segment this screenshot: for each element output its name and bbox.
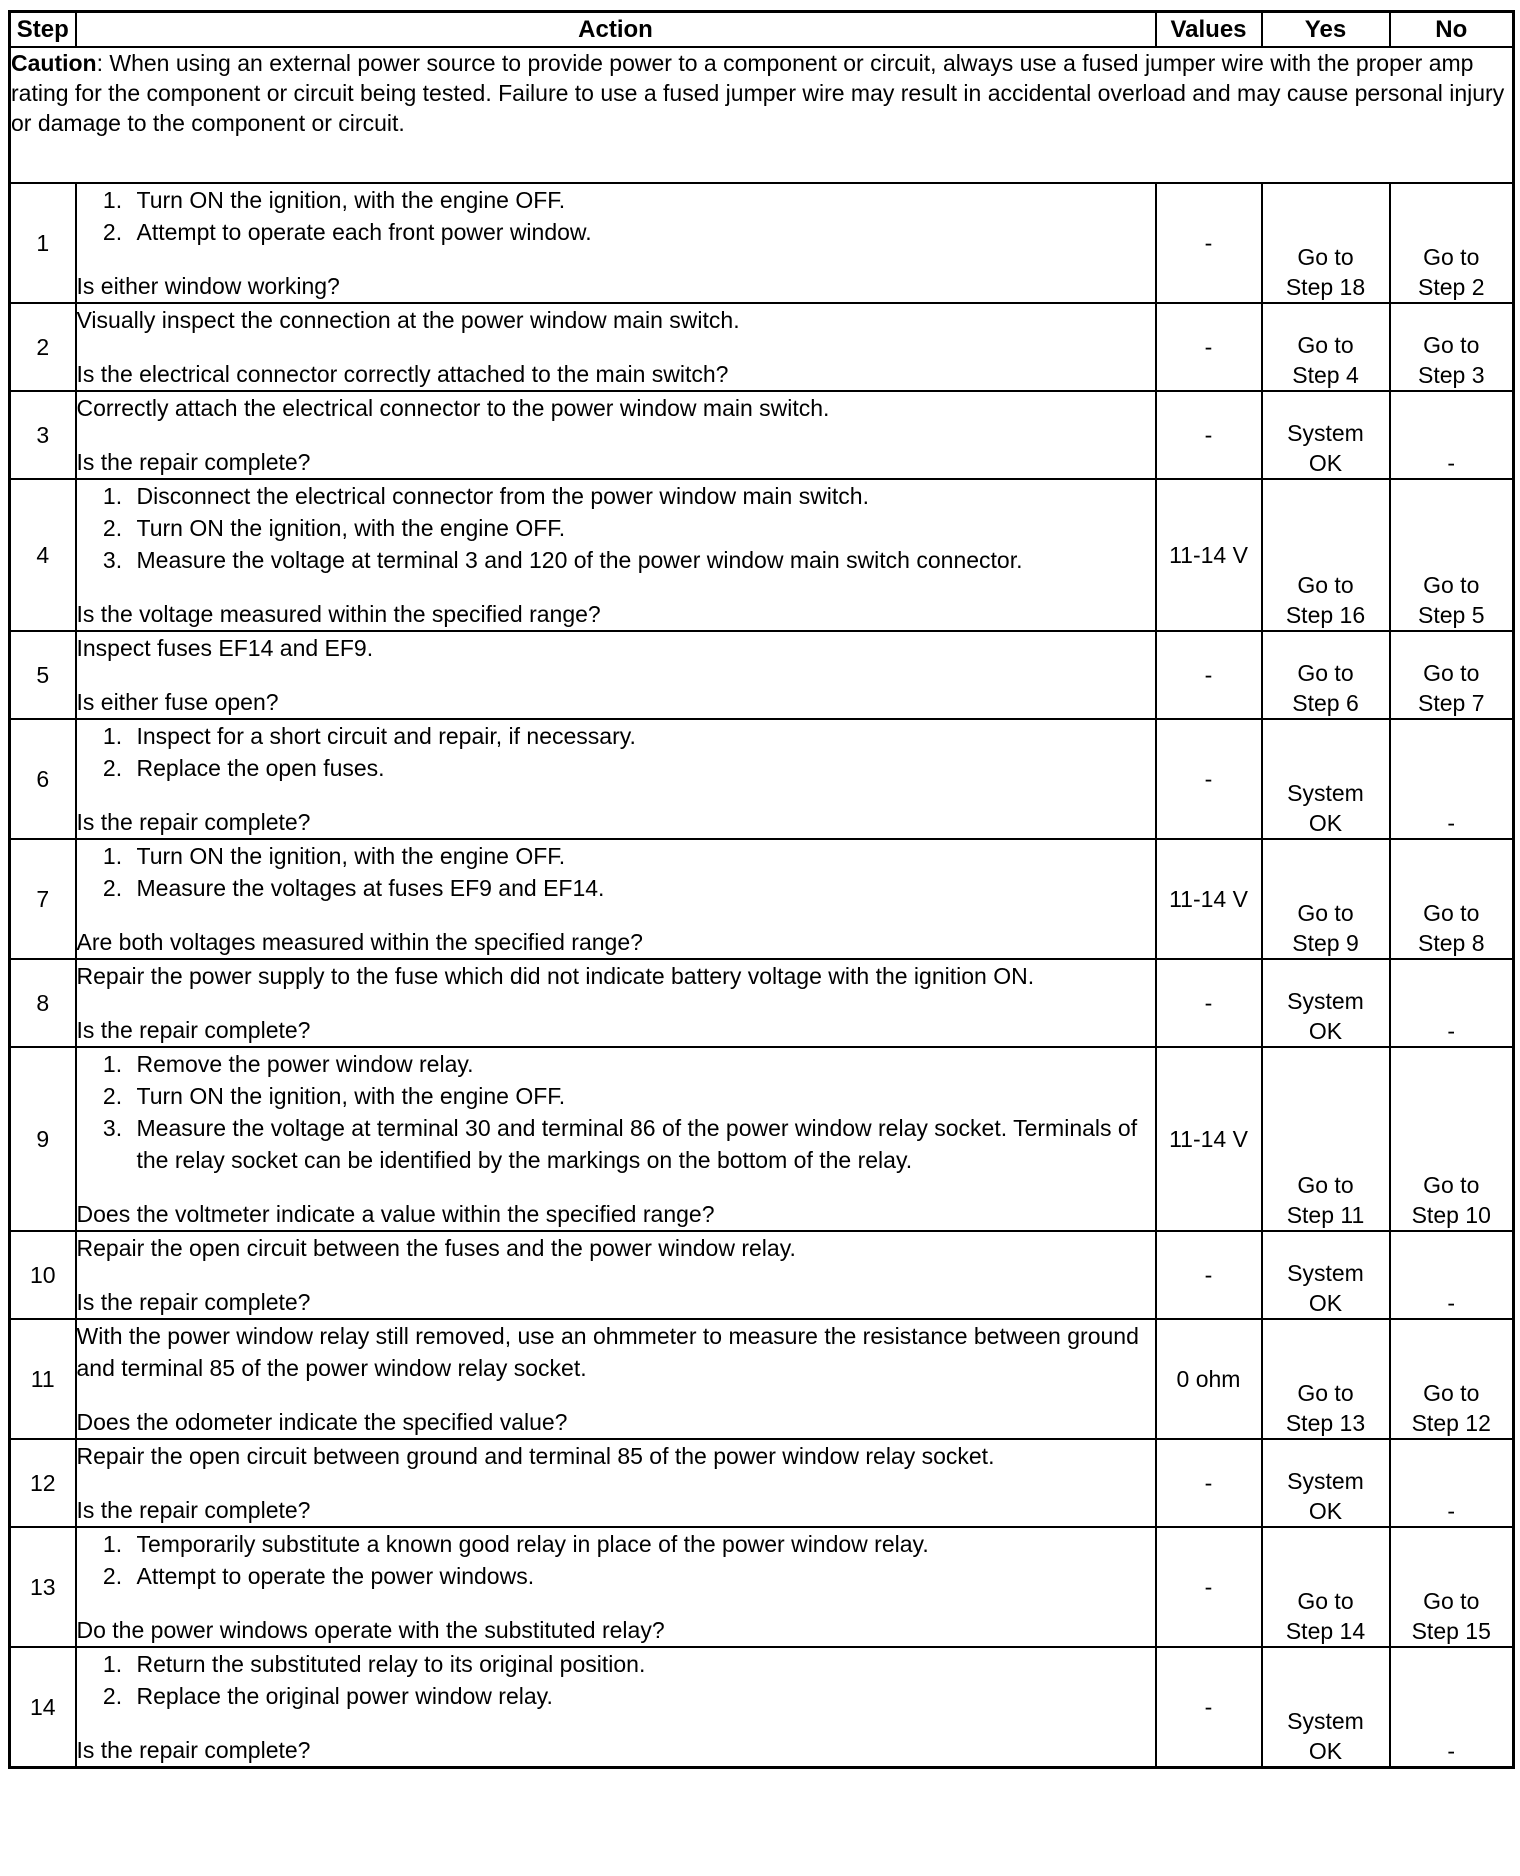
action-question: Does the odometer indicate the specified value? — [76, 1409, 568, 1435]
no-answer-line — [1391, 1466, 1513, 1496]
yes-answer-line: OK — [1308, 1018, 1343, 1044]
yes-answer-line: Go to — [1297, 332, 1354, 358]
no-cell — [1390, 1047, 1514, 1231]
action-step-item: 3. Measure the voltage at terminal 3 and 120 of the power window main switch connector. — [129, 544, 1155, 576]
no-answer-line: Go to — [1423, 900, 1480, 926]
action-step-item: 1. Temporarily substitute a known good relay in place of the power window relay. — [129, 1528, 1155, 1560]
action-step-item: 2. Replace the open fuses. — [129, 752, 1155, 784]
spec-value: - — [1156, 1231, 1262, 1319]
action-instruction: Correctly attach the electrical connector to the power window main switch. — [76, 395, 830, 421]
step-number: 12 — [10, 1439, 76, 1527]
step-number: 8 — [10, 959, 76, 1047]
yes-answer-line: OK — [1308, 1498, 1343, 1524]
spacer — [77, 336, 1155, 358]
caution-row — [10, 47, 1514, 183]
yes-cell — [1262, 183, 1390, 303]
spec-value: - — [1156, 1647, 1262, 1768]
no-cell — [1390, 719, 1514, 839]
yes-answer-line: System — [1287, 420, 1364, 446]
action-steps-list — [77, 480, 1155, 576]
step-number: 9 — [10, 1047, 76, 1231]
spacer — [77, 992, 1155, 1014]
table-row — [10, 303, 1514, 391]
yes-answer-line: Go to — [1297, 1172, 1354, 1198]
no-cell — [1390, 959, 1514, 1047]
no-cell — [1390, 1319, 1514, 1439]
spec-value: - — [1156, 959, 1262, 1047]
spacer — [77, 1712, 1155, 1734]
no-answer-line: Step 7 — [1418, 690, 1485, 716]
step-number: 14 — [10, 1647, 76, 1768]
yes-answer-line: System — [1287, 1260, 1364, 1286]
action-question: Does the voltmeter indicate a value within the specified range? — [76, 1201, 715, 1227]
table-row — [10, 1319, 1514, 1439]
action-question: Is the repair complete? — [76, 449, 311, 475]
table-row — [10, 1527, 1514, 1647]
action-step-item: 2. Attempt to operate the power windows. — [129, 1560, 1155, 1592]
action-question: Do the power windows operate with the substituted relay? — [76, 1617, 665, 1643]
action-cell — [76, 1319, 1156, 1439]
yes-answer-line: Step 14 — [1285, 1618, 1366, 1644]
caution-label: Caution — [11, 50, 97, 76]
no-answer-line: - — [1447, 1290, 1456, 1316]
yes-answer-line: Go to — [1297, 1588, 1354, 1614]
header-action: Action — [76, 12, 1156, 48]
spec-value: 0 ohm — [1156, 1319, 1262, 1439]
spec-value: - — [1156, 183, 1262, 303]
action-question: Is the repair complete? — [76, 809, 311, 835]
action-steps-list — [77, 184, 1155, 248]
action-instruction: Repair the power supply to the fuse which did not indicate battery voltage with the ignition ON. — [76, 963, 1035, 989]
action-step-item: 1. Return the substituted relay to its original position. — [129, 1648, 1155, 1680]
no-answer-line — [1391, 1706, 1513, 1736]
spec-value: - — [1156, 391, 1262, 479]
spacer — [77, 1176, 1155, 1198]
no-answer-line: - — [1447, 1738, 1456, 1764]
action-cell — [76, 1527, 1156, 1647]
table-body — [10, 47, 1514, 1768]
no-cell — [1390, 1527, 1514, 1647]
spacer — [77, 1592, 1155, 1614]
yes-answer-line: System — [1287, 988, 1364, 1014]
action-step-item: 1. Turn ON the ignition, with the engine OFF. — [129, 184, 1155, 216]
header-no: No — [1390, 12, 1514, 48]
spec-value: 11-14 V — [1156, 1047, 1262, 1231]
action-question: Are both voltages measured within the specified range? — [76, 929, 643, 955]
header-values: Values — [1156, 12, 1262, 48]
yes-cell — [1262, 959, 1390, 1047]
spacer — [77, 1472, 1155, 1494]
action-question: Is the electrical connector correctly attached to the main switch? — [76, 361, 729, 387]
action-steps-list — [77, 1648, 1155, 1712]
yes-answer-line: OK — [1308, 1738, 1343, 1764]
table-row — [10, 391, 1514, 479]
yes-cell — [1262, 719, 1390, 839]
spacer — [77, 904, 1155, 926]
action-step-item: 2. Turn ON the ignition, with the engine OFF. — [129, 1080, 1155, 1112]
no-answer-line — [1391, 418, 1513, 448]
no-cell — [1390, 631, 1514, 719]
action-cell — [76, 631, 1156, 719]
spec-value: - — [1156, 719, 1262, 839]
step-number: 6 — [10, 719, 76, 839]
table-row — [10, 719, 1514, 839]
yes-answer-line: Go to — [1297, 572, 1354, 598]
action-question: Is the repair complete? — [76, 1289, 311, 1315]
yes-answer-line: Go to — [1297, 1380, 1354, 1406]
spacer — [77, 424, 1155, 446]
no-cell — [1390, 391, 1514, 479]
yes-cell — [1262, 479, 1390, 631]
diagnostic-table-wrapper — [8, 10, 1515, 1769]
no-cell — [1390, 1439, 1514, 1527]
diagnostic-table — [8, 10, 1515, 1769]
table-row — [10, 631, 1514, 719]
action-instruction: Inspect fuses EF14 and EF9. — [76, 635, 374, 661]
caution-cell — [10, 47, 1514, 183]
action-steps-list — [77, 720, 1155, 784]
no-cell — [1390, 479, 1514, 631]
no-answer-line: - — [1447, 450, 1456, 476]
no-cell — [1390, 1231, 1514, 1319]
header-step: Step — [10, 12, 76, 48]
spec-value: - — [1156, 1527, 1262, 1647]
action-instruction: Repair the open circuit between ground and terminal 85 of the power window relay socket. — [76, 1443, 995, 1469]
yes-answer-line: Step 16 — [1285, 602, 1366, 628]
header-row — [10, 12, 1514, 48]
no-answer-line: Step 12 — [1411, 1410, 1491, 1436]
action-steps-list — [77, 1528, 1155, 1592]
no-answer-line: Go to — [1423, 660, 1480, 686]
yes-cell — [1262, 1647, 1390, 1768]
spacer — [77, 1384, 1155, 1406]
yes-answer-line: Go to — [1297, 900, 1354, 926]
no-answer-line: Go to — [1423, 1172, 1480, 1198]
no-answer-line: Go to — [1423, 572, 1480, 598]
action-cell — [76, 303, 1156, 391]
no-answer-line: Step 2 — [1418, 274, 1485, 300]
no-answer-line: Step 15 — [1411, 1618, 1491, 1644]
step-number: 13 — [10, 1527, 76, 1647]
table-row — [10, 959, 1514, 1047]
action-cell — [76, 839, 1156, 959]
yes-answer-line: Step 4 — [1292, 362, 1359, 388]
step-number: 3 — [10, 391, 76, 479]
action-cell — [76, 183, 1156, 303]
yes-answer-line: System — [1287, 1708, 1364, 1734]
yes-cell — [1262, 391, 1390, 479]
action-step-item: 2. Attempt to operate each front power window. — [129, 216, 1155, 248]
no-answer-line: - — [1447, 1498, 1456, 1524]
yes-cell — [1262, 1047, 1390, 1231]
table-row — [10, 479, 1514, 631]
yes-answer-line: OK — [1308, 450, 1343, 476]
table-row — [10, 1647, 1514, 1768]
action-step-item: 3. Measure the voltage at terminal 30 and terminal 86 of the power window relay socket. Terminals of the relay socket can be identified by the markings on the bottom of the relay. — [129, 1112, 1155, 1176]
yes-answer-line: Step 9 — [1292, 930, 1359, 956]
table-row — [10, 839, 1514, 959]
spec-value: - — [1156, 631, 1262, 719]
yes-cell — [1262, 631, 1390, 719]
spacer — [77, 784, 1155, 806]
no-answer-line: Step 3 — [1418, 362, 1485, 388]
step-number: 7 — [10, 839, 76, 959]
yes-cell — [1262, 303, 1390, 391]
step-number: 2 — [10, 303, 76, 391]
step-number: 11 — [10, 1319, 76, 1439]
caution-text: : When using an external power source to provide power to a component or circuit, always use a fused jumper wire with the proper amp rating for the component or circuit being tested. Failure to use a fused jumper wire may result in accidental overload and may cause personal injury or damage to the component or circuit. — [11, 50, 1505, 136]
spec-value: - — [1156, 1439, 1262, 1527]
action-instruction: With the power window relay still removed, use an ohmmeter to measure the resistance between ground and terminal 85 of the power window relay socket. — [76, 1323, 1139, 1381]
yes-cell — [1262, 1319, 1390, 1439]
action-step-item: 1. Disconnect the electrical connector from the power window main switch. — [129, 480, 1155, 512]
action-question: Is the repair complete? — [76, 1497, 311, 1523]
step-number: 1 — [10, 183, 76, 303]
yes-answer-line: Go to — [1297, 660, 1354, 686]
spacer — [77, 1264, 1155, 1286]
action-question: Is the repair complete? — [76, 1017, 311, 1043]
table-row — [10, 1439, 1514, 1527]
action-instruction: Visually inspect the connection at the power window main switch. — [76, 307, 740, 333]
no-cell — [1390, 183, 1514, 303]
yes-answer-line: System — [1287, 1468, 1364, 1494]
step-number: 10 — [10, 1231, 76, 1319]
yes-answer-line: Go to — [1297, 244, 1354, 270]
no-answer-line: Go to — [1423, 332, 1480, 358]
action-step-item: 1. Inspect for a short circuit and repair, if necessary. — [129, 720, 1155, 752]
header-yes: Yes — [1262, 12, 1390, 48]
no-answer-line — [1391, 986, 1513, 1016]
step-number: 5 — [10, 631, 76, 719]
yes-answer-line: Step 11 — [1286, 1202, 1365, 1228]
no-cell — [1390, 1647, 1514, 1768]
spec-value: 11-14 V — [1156, 839, 1262, 959]
spacer — [77, 576, 1155, 598]
action-step-item: 1. Remove the power window relay. — [129, 1048, 1155, 1080]
action-cell — [76, 1647, 1156, 1768]
spacer — [77, 664, 1155, 686]
action-step-item: 2. Replace the original power window relay. — [129, 1680, 1155, 1712]
table-row — [10, 183, 1514, 303]
action-cell — [76, 1439, 1156, 1527]
action-cell — [76, 391, 1156, 479]
yes-answer-line: OK — [1308, 810, 1343, 836]
yes-answer-line: System — [1287, 780, 1364, 806]
action-steps-list — [77, 840, 1155, 904]
yes-answer-line: Step 13 — [1285, 1410, 1366, 1436]
table-row — [10, 1047, 1514, 1231]
table-row — [10, 1231, 1514, 1319]
action-cell — [76, 719, 1156, 839]
no-answer-line: Step 10 — [1411, 1202, 1491, 1228]
no-answer-line — [1391, 778, 1513, 808]
no-answer-line: Go to — [1423, 1380, 1480, 1406]
action-steps-list — [77, 1048, 1155, 1176]
action-cell — [76, 1047, 1156, 1231]
no-answer-line: Go to — [1423, 244, 1480, 270]
action-cell — [76, 959, 1156, 1047]
action-question: Is the repair complete? — [76, 1737, 311, 1763]
yes-cell — [1262, 1439, 1390, 1527]
yes-answer-line: Step 6 — [1292, 690, 1359, 716]
action-step-item: 2. Measure the voltages at fuses EF9 and EF14. — [129, 872, 1155, 904]
action-question: Is either fuse open? — [76, 689, 279, 715]
yes-cell — [1262, 839, 1390, 959]
action-question: Is either window working? — [76, 273, 340, 299]
yes-cell — [1262, 1527, 1390, 1647]
yes-cell — [1262, 1231, 1390, 1319]
no-cell — [1390, 303, 1514, 391]
no-answer-line: Step 8 — [1418, 930, 1485, 956]
action-cell — [76, 1231, 1156, 1319]
no-answer-line: - — [1447, 810, 1456, 836]
no-answer-line: Go to — [1423, 1588, 1480, 1614]
no-answer-line — [1391, 1258, 1513, 1288]
spec-value: - — [1156, 303, 1262, 391]
no-answer-line: - — [1447, 1018, 1456, 1044]
action-instruction: Repair the open circuit between the fuses and the power window relay. — [76, 1235, 796, 1261]
spec-value: 11-14 V — [1156, 479, 1262, 631]
action-question: Is the voltage measured within the specified range? — [76, 601, 601, 627]
no-answer-line: Step 5 — [1418, 602, 1485, 628]
action-step-item: 2. Turn ON the ignition, with the engine OFF. — [129, 512, 1155, 544]
action-cell — [76, 479, 1156, 631]
yes-answer-line: Step 18 — [1285, 274, 1366, 300]
yes-answer-line: OK — [1308, 1290, 1343, 1316]
spacer — [77, 248, 1155, 270]
no-cell — [1390, 839, 1514, 959]
step-number: 4 — [10, 479, 76, 631]
action-step-item: 1. Turn ON the ignition, with the engine OFF. — [129, 840, 1155, 872]
